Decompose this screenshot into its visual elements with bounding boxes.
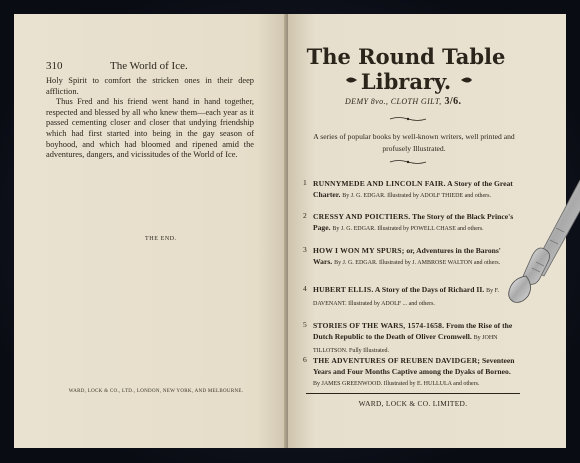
item-number: 5 [303, 320, 307, 329]
item-subtitle: A Story of the Days of Richard II. [374, 285, 485, 294]
item-title: STORIES OF THE WARS, 1574-1658. [313, 321, 445, 330]
item-detail: By JAMES GREENWOOD. Illustrated by E. HULLULA and others. [313, 381, 480, 387]
item-subtitle: The Story of the Black Prince's Page. [313, 212, 514, 232]
publisher-name: WARD, LOCK & CO. LIMITED. [358, 399, 468, 408]
page-number: 310 [46, 60, 63, 72]
item-title: HOW I WON MY SPURS; [313, 246, 405, 255]
item-title: CRESSY AND POICTIERS. [313, 212, 411, 221]
footer-rule [306, 393, 520, 394]
series-description: A series of popular books by well-known writers, well printed and profusely Illustrated. [313, 132, 515, 153]
divider-ornament-icon [388, 159, 428, 165]
paragraph-2: Thus Fred and his friend went hand in hand together, respected and blessed by all who knew them—each year as it passed cementing closer and closer that undying friendship which had first started into being in the gay season of boyhood, and which had bloomed and ripened amid the adventures, dangers, and vicissitudes of the World of Ice. [46, 97, 254, 160]
left-page-body [46, 76, 254, 161]
item-number: 6 [303, 355, 307, 364]
item-title: THE ADVENTURES OF REUBEN DAVIDGER; [313, 356, 481, 365]
leaf-fleuron-icon [459, 75, 473, 85]
format-label: DEMY 8vo., CLOTH GILT, [345, 97, 442, 106]
item-detail: By J. G. EDGAR. Illustrated by ADOLF THIEDE and others. [342, 193, 491, 199]
price-value: 3/6. [444, 96, 462, 107]
price-line [345, 96, 461, 107]
divider-ornament-icon [388, 116, 428, 122]
item-number: 3 [303, 245, 307, 254]
item-detail: By F. DAVENANT. Illustrated by ADOLF ... and others. [313, 288, 499, 307]
item-title: RUNNYMEDE AND LINCOLN FAIR. [313, 179, 446, 188]
item-subtitle: A Story of the Great Charter. [313, 179, 513, 199]
library-title-line-2: Library. [360, 69, 452, 94]
item-subtitle: Seventeen Years and Four Months Captive among the Dyaks of Borneo. [313, 356, 515, 376]
item-subtitle: or, Adventures in the Barons' Wars. [313, 246, 501, 266]
item-detail: By JOHN TILLOTSON. Fully Illustrated. [313, 335, 498, 354]
printer-imprint: WARD, LOCK & CO., LTD., LONDON, NEW YORK, AND MELBOURNE. [68, 389, 244, 394]
library-title-line-1: The Round Table [306, 44, 506, 69]
item-title: HUBERT ELLIS. [313, 285, 374, 294]
leaf-fleuron-icon [345, 75, 359, 85]
item-detail: By J. G. EDGAR. Illustrated by POWELL CHASE and others. [332, 226, 484, 232]
running-title: The World of Ice. [110, 60, 188, 72]
paragraph-1: Holy Spirit to comfort the stricken ones in their deep affliction. [46, 76, 254, 96]
item-number: 2 [303, 211, 307, 220]
the-end-label: THE END. [145, 236, 177, 242]
item-detail: By J. G. EDGAR. Illustrated by J. AMBROSE WALTON and others. [334, 260, 501, 266]
item-number: 4 [303, 284, 307, 293]
item-subtitle: From the Rise of the Dutch Republic to the Death of Oliver Cromwell. [313, 321, 513, 341]
silver-bookmark-icon [486, 180, 580, 330]
item-number: 1 [303, 178, 307, 187]
